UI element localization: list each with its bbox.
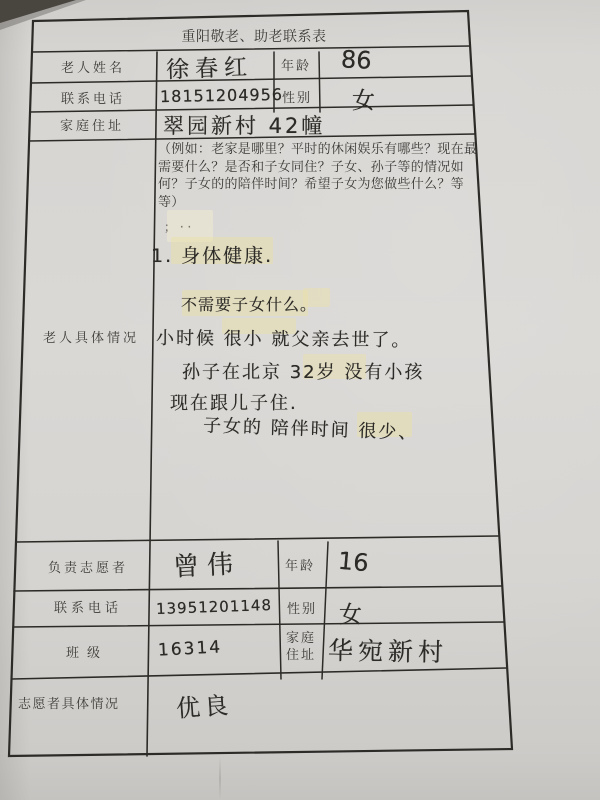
- hint-line: 等）: [158, 193, 185, 209]
- volunteer-details-label: 志愿者具体情况: [18, 696, 120, 711]
- volunteer-class-label: 班级: [66, 645, 109, 660]
- hint-line: （例如：老家是哪里？平时的休闲娱乐有哪些？现在最: [158, 141, 478, 156]
- elder-details-hint: [158, 140, 477, 210]
- volunteer-address-value: 华宛新村: [327, 635, 449, 668]
- note-marks: ； · ·: [164, 220, 192, 234]
- elder-gender-value: 女: [352, 88, 375, 114]
- volunteer-phone-value: 13951201148: [155, 595, 273, 619]
- elder-gender-label: 性别: [282, 90, 313, 105]
- volunteer-age-value: 16: [336, 546, 370, 578]
- elder-phone-label: 联系电话: [61, 91, 126, 106]
- note-line: 小时候 很小 就父亲去世了。: [155, 327, 412, 352]
- volunteer-age-label: 年龄: [285, 558, 316, 573]
- volunteer-name-label: 负责志愿者: [48, 560, 129, 575]
- hint-line: 何？子女的的陪伴时间？希望子女为您做些什么？等: [158, 176, 464, 192]
- elder-name-value: 徐春红: [165, 54, 254, 84]
- elder-address-value: 翠园新村 42幢: [163, 114, 326, 138]
- note-line: 不需要子女什么。: [181, 295, 318, 314]
- hint-line: 需要什么？是否和子女同住？子女、孙子等的情况如: [158, 158, 464, 174]
- volunteer-details-value: 优良: [175, 691, 234, 723]
- paper-crease: [219, 757, 221, 800]
- elder-age-value: 86: [340, 45, 373, 75]
- volunteer-class-value: 16314: [157, 637, 223, 661]
- elder-phone-value: 18151204956: [159, 84, 284, 107]
- note-line: 子女的 陪伴时间 很少、: [202, 415, 419, 444]
- note-line: 1. 身体健康.: [151, 245, 274, 267]
- note-line: 孙子在北京 32岁 没有小孩: [182, 362, 425, 383]
- volunteer-gender-label: 性别: [287, 601, 318, 616]
- volunteer-phone-label: 联系电话: [54, 600, 123, 615]
- volunteer-address-label: [286, 629, 316, 663]
- volunteer-gender-value: 女: [339, 602, 362, 628]
- elder-details-label: 老人具体情况: [43, 330, 140, 345]
- elder-age-label: 年龄: [281, 58, 312, 73]
- volunteer-address-label-line1: 家庭: [286, 630, 317, 645]
- note-line: 现在跟儿子住.: [170, 393, 298, 414]
- elder-name-label: 老人姓名: [61, 60, 126, 75]
- elder-address-label: 家庭住址: [60, 118, 125, 133]
- form-title: 重阳敬老、助老联系表: [181, 30, 327, 45]
- volunteer-name-value: 曾伟: [172, 549, 242, 583]
- volunteer-address-label-line2: 住址: [286, 647, 317, 662]
